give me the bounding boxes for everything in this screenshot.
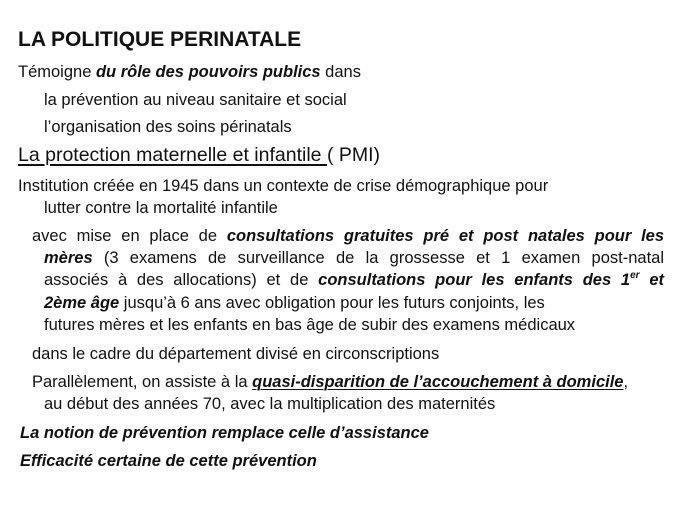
consultations-line-4: [44, 292, 545, 314]
parallel-line-1: [32, 371, 628, 393]
pmi-heading: [18, 143, 380, 167]
consultations-line-3: [44, 269, 664, 291]
parallel-line-2: au début des années 70, avec la multiplication des maternités: [44, 395, 496, 413]
parallel-suffix: ,: [623, 373, 629, 391]
intro-line: [18, 61, 361, 83]
consultations-emphasis-meres: mères: [44, 249, 93, 267]
intro-item-prevention: la prévention au niveau sanitaire et social: [44, 91, 347, 109]
consultations-line-2: [44, 247, 664, 269]
consultations-line-3-prefix: associés à des allocations) et de: [44, 271, 319, 289]
parallel-emphasis: quasi-disparition de l’accouchement à domicile: [252, 373, 624, 391]
conclusion-prevention: La notion de prévention remplace celle d’assistance: [20, 424, 429, 442]
parallel-prefix: Parallèlement, on assiste à la: [32, 373, 253, 391]
conclusion-efficacite: Efficacité certaine de cette prévention: [20, 452, 317, 470]
consultations-line-4-rest: jusqu’à 6 ans avec obligation pour les futurs conjoints, les: [119, 294, 545, 312]
consultations-superscript: er: [630, 270, 640, 281]
intro-emphasis: du rôle des pouvoirs publics: [95, 63, 321, 81]
institution-line-1: Institution créée en 1945 dans un contexte de crise démographique pour: [18, 177, 549, 195]
intro-suffix: dans: [320, 63, 361, 81]
department-line: dans le cadre du département divisé en circonscriptions: [32, 345, 440, 363]
intro-item-organisation: l’organisation des soins périnatals: [44, 118, 292, 136]
institution-line-2: lutter contre la mortalité infantile: [44, 199, 278, 217]
slide-title: LA POLITIQUE PERINATALE: [18, 28, 302, 51]
pmi-heading-underlined: La protection maternelle et infantile: [18, 144, 327, 166]
consultations-line-2-rest: (3 examens de surveillance de la grossesse et 1 examen post-natal: [92, 249, 664, 267]
consultations-line-5: futures mères et les enfants en bas âge de subir des examens médicaux: [44, 316, 576, 334]
consultations-emphasis-age: 2ème âge: [44, 294, 120, 312]
consultations-emphasis-1: consultations gratuites pré et post natales pour les: [226, 227, 665, 245]
intro-prefix: Témoigne: [18, 63, 96, 81]
pmi-heading-suffix: ( PMI): [326, 144, 381, 166]
consultations-emphasis-enfants: consultations pour les enfants des 1: [318, 271, 631, 289]
consultations-line-3-suffix: et: [639, 271, 664, 289]
consultations-line-1: [32, 225, 664, 247]
consultations-prefix: avec mise en place de: [32, 227, 227, 245]
